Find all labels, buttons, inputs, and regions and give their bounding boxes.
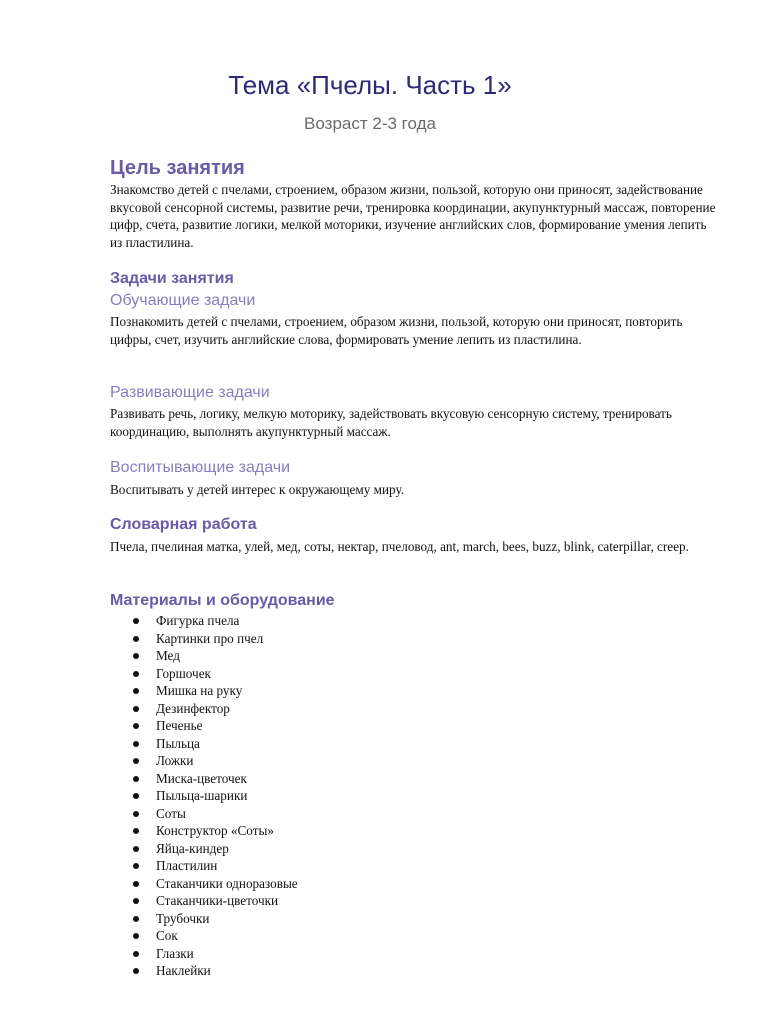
list-item	[110, 805, 298, 823]
list-item-label: Картинки про пчел	[156, 630, 264, 646]
bullet-icon	[133, 776, 139, 782]
bullet-icon	[133, 618, 139, 624]
list-item	[110, 927, 298, 945]
document-title: Тема «Пчелы. Часть 1»	[228, 70, 512, 100]
bullet-icon	[133, 706, 139, 712]
bullet-icon	[133, 916, 139, 922]
teaching-tasks-text: Познакомить детей с пчелами, строением, образом жизни, пользой, которую они приносят, повторить цифры, счет, изучить английские слова, формировать умение лепить из пластилина.	[110, 314, 683, 347]
list-item	[110, 612, 298, 630]
list-item	[110, 682, 298, 700]
list-item	[110, 787, 298, 805]
bullet-icon	[133, 636, 139, 642]
developing-tasks-text: Развивать речь, логику, мелкую моторику, задействовать вкусовую сенсорную систему, тренировать координацию, выполнять акупунктурный массаж.	[110, 406, 672, 439]
bullet-icon	[133, 933, 139, 939]
list-item-label: Миска-цветочек	[156, 770, 247, 786]
list-item-label: Ложки	[156, 753, 194, 768]
list-item-label: Конструктор «Соты»	[156, 823, 274, 838]
list-item-label: Сок	[156, 928, 178, 943]
list-item	[110, 717, 298, 735]
bullet-icon	[133, 828, 139, 834]
list-item-label: Соты	[156, 805, 186, 821]
age-subtitle: Возраст 2-3 года	[304, 114, 436, 133]
bullet-icon	[133, 758, 139, 764]
materials-heading: Материалы и оборудование	[110, 592, 335, 609]
list-item	[110, 945, 298, 963]
list-item	[110, 857, 298, 875]
list-item	[110, 892, 298, 910]
bullet-icon	[133, 863, 139, 869]
list-item	[110, 630, 298, 648]
list-item-label: Пыльца	[156, 735, 200, 751]
list-item	[110, 910, 298, 928]
bullet-icon	[133, 688, 139, 694]
bullet-icon	[133, 951, 139, 957]
list-item-label: Наклейки	[156, 963, 211, 978]
vocabulary-heading: Словарная работа	[110, 516, 257, 533]
bullet-icon	[133, 968, 139, 974]
tasks-heading: Задачи занятия	[110, 270, 234, 287]
list-item-label: Мишка на руку	[156, 683, 243, 698]
list-item-label: Трубочки	[156, 910, 210, 926]
developing-tasks-heading: Развивающие задачи	[110, 384, 270, 401]
list-item-label: Печенье	[156, 718, 203, 733]
list-item-label: Дезинфектор	[156, 700, 230, 716]
list-item-label: Стаканчики одноразовые	[156, 875, 298, 891]
list-item-label: Горшочек	[156, 665, 211, 681]
goal-text: Знакомство детей с пчелами, строением, образом жизни, пользой, которую они приносят, задействование вкусовой сенсорной системы, развитие речи, тренировка координации, акупунктурный массаж, повторение цифр, счета, развитие логики, мелкой моторики, изучение английских слов, формирование умения лепить из пластилина.	[110, 182, 716, 250]
list-item	[110, 770, 298, 788]
list-item	[110, 752, 298, 770]
bullet-icon	[133, 811, 139, 817]
list-item	[110, 962, 298, 980]
list-item-label: Пыльца-шарики	[156, 788, 248, 803]
bullet-icon	[133, 793, 139, 799]
list-item-label: Пластилин	[156, 858, 218, 873]
upbringing-tasks-heading: Воспитывающие задачи	[110, 459, 291, 476]
list-item	[110, 647, 298, 665]
list-item	[110, 875, 298, 893]
list-item-label: Фигурка пчела	[156, 613, 240, 628]
bullet-icon	[133, 741, 139, 747]
list-item	[110, 822, 298, 840]
materials-list	[110, 612, 298, 980]
list-item-label: Мед	[156, 648, 180, 663]
list-item-label: Глазки	[156, 945, 194, 961]
bullet-icon	[133, 898, 139, 904]
vocabulary-text: Пчела, пчелиная матка, улей, мед, соты, нектар, пчеловод, ant, march, bees, buzz, blink, caterpillar, creep.	[110, 539, 689, 554]
upbringing-tasks-text: Воспитывать у детей интерес к окружающему миру.	[110, 482, 405, 497]
bullet-icon	[133, 846, 139, 852]
bullet-icon	[133, 881, 139, 887]
list-item	[110, 735, 298, 753]
list-item-label: Стаканчики-цветочки	[156, 893, 279, 908]
teaching-tasks-heading: Обучающие задачи	[110, 292, 256, 309]
bullet-icon	[133, 653, 139, 659]
list-item	[110, 665, 298, 683]
bullet-icon	[133, 671, 139, 677]
goal-heading: Цель занятия	[110, 157, 245, 179]
list-item	[110, 700, 298, 718]
list-item-label: Яйца-киндер	[156, 840, 229, 856]
list-item	[110, 840, 298, 858]
bullet-icon	[133, 723, 139, 729]
